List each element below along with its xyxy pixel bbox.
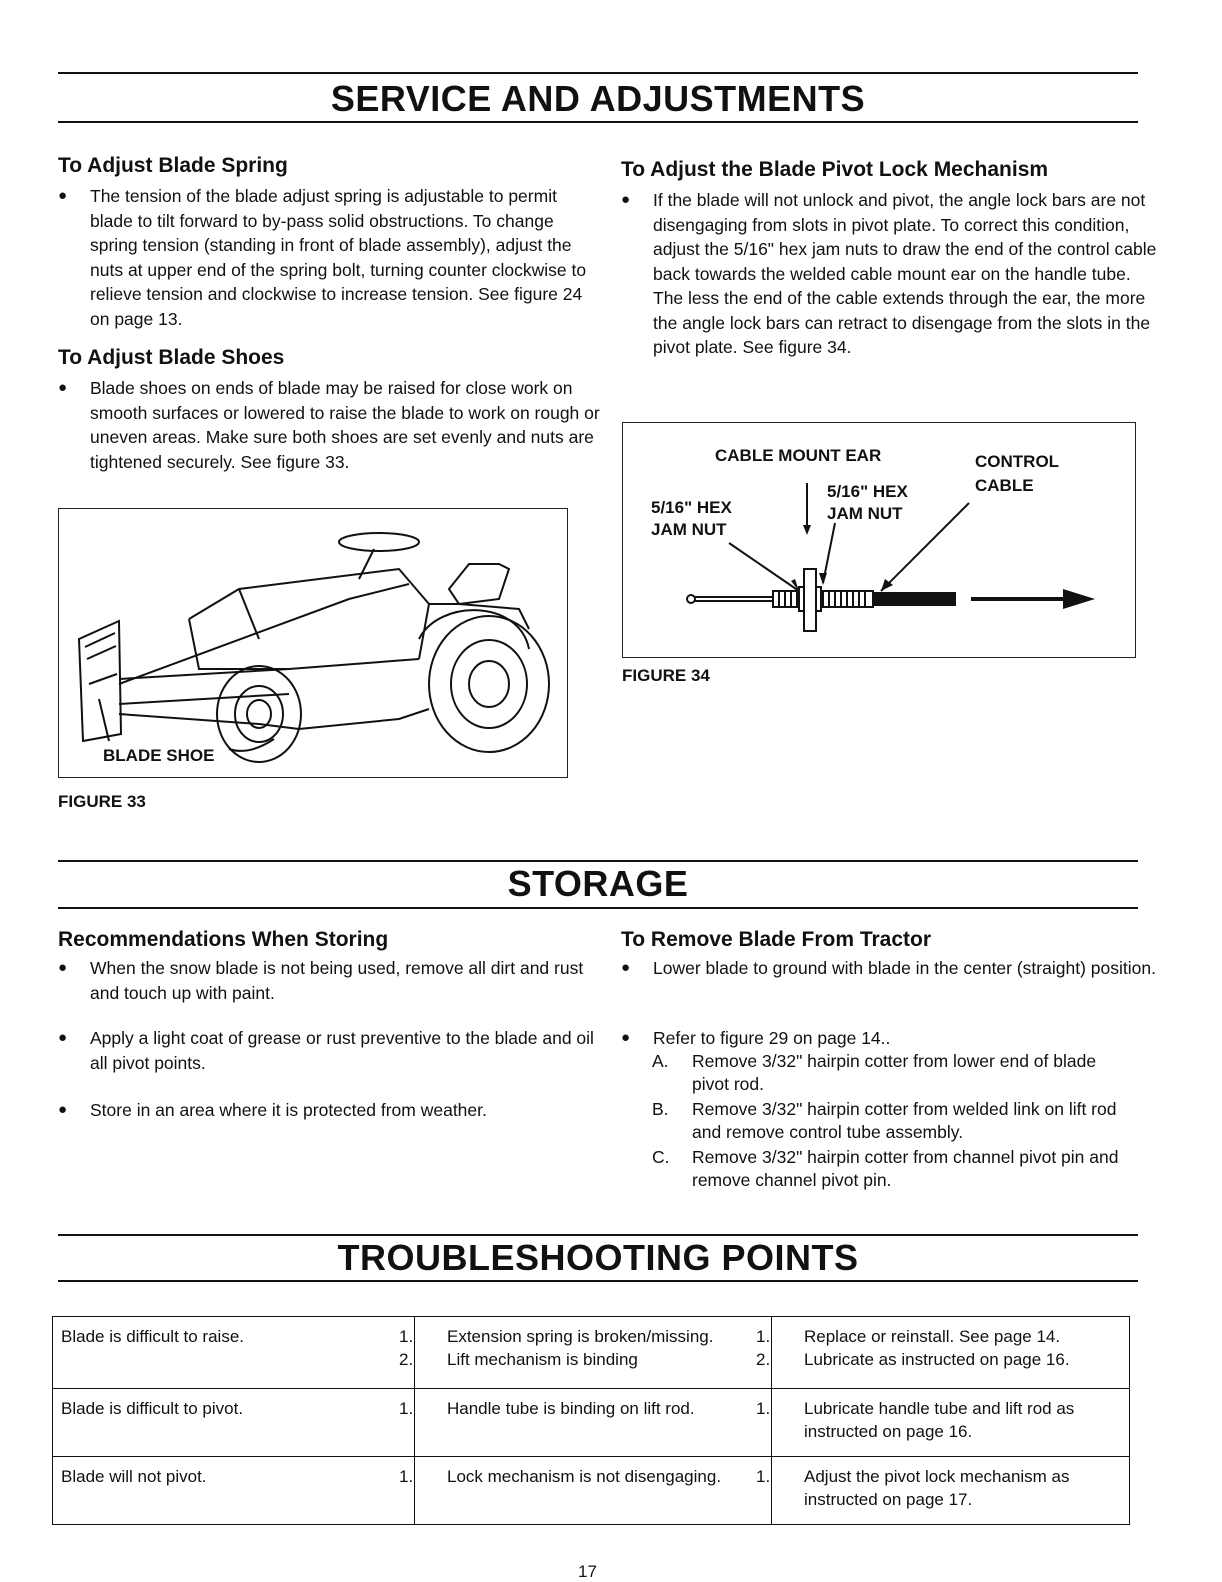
heading-recommendations: Recommendations When Storing	[58, 928, 389, 951]
trouble-rule-bottom	[58, 1280, 1138, 1282]
heading-remove-blade: To Remove Blade From Tractor	[621, 928, 932, 951]
section-title-service: SERVICE AND ADJUSTMENTS	[330, 78, 866, 119]
remedy-cell	[756, 1389, 1130, 1457]
remove-bullet-2: ● Refer to figure 29 on page 14..	[621, 1026, 1165, 1051]
remedy-cell	[756, 1317, 1130, 1389]
table-row	[53, 1317, 1130, 1389]
page-number: 17	[578, 1562, 597, 1581]
section-rule-top	[58, 72, 1138, 74]
section-rule-bottom	[58, 121, 1138, 123]
heading-blade-spring: To Adjust Blade Spring	[58, 154, 288, 177]
heading-pivot-lock: To Adjust the Blade Pivot Lock Mechanism	[621, 158, 1049, 181]
trouble-rule-top	[58, 1234, 1138, 1236]
cause-cell	[399, 1457, 772, 1525]
remove-step-c-letter: C.	[652, 1147, 670, 1167]
cause-item: 2. Lift mechanism is binding	[399, 1350, 638, 1369]
label-control: CONTROL	[975, 452, 1060, 471]
remove-step-b-letter: B.	[652, 1099, 669, 1119]
label-blade-shoe: BLADE SHOE	[103, 746, 215, 765]
section-title-troubleshooting: TROUBLESHOOTING POINTS	[337, 1237, 859, 1278]
remove-bullet-1: ● Lower blade to ground with blade in the center (straight) position.	[621, 956, 1165, 981]
remedy-cell	[756, 1457, 1130, 1525]
label-hex-right-1: 5/16" HEX	[827, 482, 908, 501]
cause-item: 1. Extension spring is broken/missing.	[399, 1327, 714, 1346]
table-row	[53, 1389, 1130, 1457]
troubleshooting-table	[52, 1316, 1130, 1525]
cause-cell	[399, 1389, 772, 1457]
remedy-item: 2. Lubricate as instructed on page 16.	[756, 1350, 1070, 1369]
table-row	[53, 1457, 1130, 1525]
storage-rule-top	[58, 860, 1138, 862]
remove-step-a-letter: A.	[652, 1051, 669, 1071]
label-hex-left-1: 5/16" HEX	[651, 498, 732, 517]
caption-figure-34: FIGURE 34	[622, 666, 710, 685]
label-hex-left-2: JAM NUT	[651, 520, 727, 539]
cause-cell	[399, 1317, 772, 1389]
remedy-item: 1. Adjust the pivot lock mechanism as instructed on page 17.	[756, 1467, 1070, 1509]
remove-step-b-text: Remove 3/32" hairpin cotter from welded link on lift rod and remove control tube assembly.	[692, 1099, 1117, 1142]
para-blade-spring: ● The tension of the blade adjust spring is adjustable to permit blade to tilt forward to by-pass solid obstructions. To change spring tension (standing in front of blade assembly), adjust the nuts at upper end of the spring bolt, turning counter clockwise to relieve tension and clockwise to increase tension. See figure 24 on page 13.	[58, 184, 600, 331]
figure-33-frame	[58, 508, 568, 778]
remedy-item: 1. Lubricate handle tube and lift rod as instructed on page 16.	[756, 1399, 1075, 1441]
remove-step-c-text: Remove 3/32" hairpin cotter from channel pivot pin and remove channel pivot pin.	[692, 1147, 1119, 1190]
para-blade-shoes: ● Blade shoes on ends of blade may be raised for close work on smooth surfaces or lowered to raise the blade to work on rough or uneven areas. Make sure both shoes are set evenly and nuts are tightened securely. See figure 33.	[58, 376, 600, 474]
figure-34-frame	[622, 422, 1136, 658]
label-cable: CABLE	[975, 476, 1034, 495]
problem-cell: Blade will not pivot.	[53, 1457, 415, 1525]
cause-item: 1. Lock mechanism is not disengaging.	[399, 1467, 722, 1486]
problem-cell: Blade is difficult to raise.	[53, 1317, 415, 1389]
section-title-storage: STORAGE	[507, 863, 689, 904]
problem-cell: Blade is difficult to pivot.	[53, 1389, 415, 1457]
tractor-illustration	[59, 509, 567, 777]
remove-step-a-text: Remove 3/32" hairpin cotter from lower end of blade pivot rod.	[692, 1051, 1097, 1094]
cause-item: 1. Handle tube is binding on lift rod.	[399, 1399, 695, 1418]
storage-rule-bottom	[58, 907, 1138, 909]
label-hex-right-2: JAM NUT	[827, 504, 903, 523]
para-pivot-lock: ● If the blade will not unlock and pivot, the angle lock bars are not disengaging from slots in pivot plate. To correct this condition, adjust the 5/16" hex jam nuts to draw the end of the control cable back towards the welded cable mount ear on the handle tube. The less the end of the cable extends through the ear, the more the angle lock bars can retract to disengage from the slots in the pivot plate. See figure 34.	[621, 188, 1165, 360]
storage-bullet-1: ● When the snow blade is not being used, remove all dirt and rust and touch up with paint.	[58, 956, 600, 1005]
label-cable-mount-ear: CABLE MOUNT EAR	[715, 446, 882, 465]
caption-figure-33: FIGURE 33	[58, 792, 146, 811]
storage-bullet-3: ● Store in an area where it is protected from weather.	[58, 1098, 600, 1123]
heading-blade-shoes: To Adjust Blade Shoes	[58, 346, 285, 369]
remedy-item: 1. Replace or reinstall. See page 14.	[756, 1327, 1061, 1346]
storage-bullet-2: ● Apply a light coat of grease or rust preventive to the blade and oil all pivot points.	[58, 1026, 600, 1075]
